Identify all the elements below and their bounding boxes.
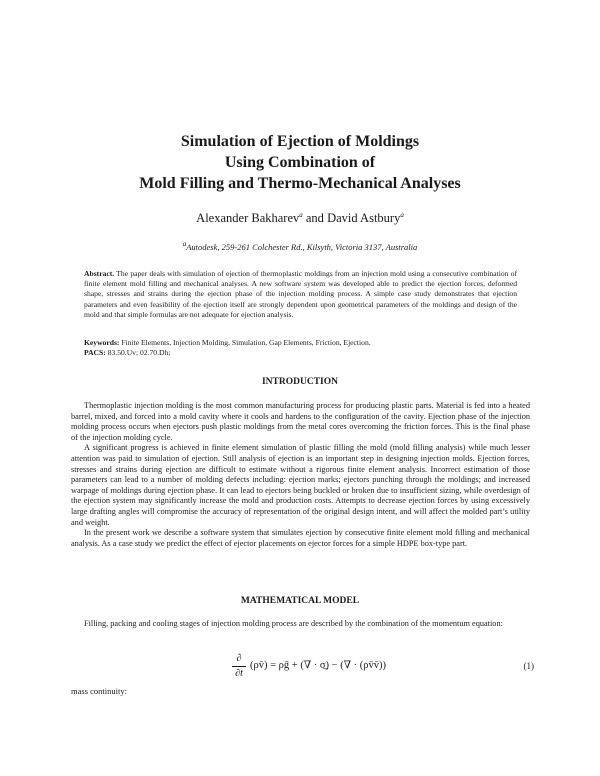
paragraph: In the present work we describe a software system that simulates ejection by consecutive finite element mold filling and mechanical analysis. As a case study we predict the effect of ejector placements on ejector forces for a simple HDPE box-type part. — [71, 528, 530, 548]
mass-continuity-label: mass continuity: — [71, 686, 127, 696]
keywords-block — [84, 338, 517, 358]
pacs-label: PACS: — [84, 348, 106, 357]
author-affiliation-mark: a — [299, 211, 303, 219]
partial-derivative — [232, 653, 246, 680]
author-name: Alexander Bakharev — [196, 211, 300, 226]
paragraph: Thermoplastic injection molding is the most common manufacturing process for producing plastic parts. Material is fed into a heated barrel, mixed, and forced into a mold cavity where it cools and hardens to the configuration of the cavity. Ejection phase of the injection molding process occurs when ejectors push plastic moldings from the metal cores overcoming the friction forces. This is the final phase of the injection molding cycle. — [71, 401, 530, 442]
momentum-equation — [60, 653, 540, 683]
title-line-3: Mold Filling and Thermo-Mechanical Analyses — [139, 175, 461, 192]
introduction-body — [71, 401, 530, 549]
affiliation-mark: a — [182, 240, 187, 248]
abstract-label: Abstract. — [84, 269, 115, 278]
affiliation-text: Autodesk, 259-261 Colchester Rd., Kilsyth, Victoria 3137, Australia — [186, 241, 418, 252]
pacs-text: 83.50.Uv; 02.70.Dh; — [107, 348, 171, 357]
derivative-denominator: ∂t — [235, 668, 243, 679]
author-name: David Astbury — [327, 211, 401, 226]
equation-number: (1) — [523, 661, 534, 671]
author-affiliation-mark: a — [400, 211, 404, 219]
keywords-text: Finite Elements, Injection Molding, Simulation, Gap Elements, Friction, Ejection. — [121, 338, 371, 347]
paragraph: A significant progress is achieved in finite element simulation of plastic filling the mold (mold filling analysis) while much lesser attention was paid to simulation of ejection. Still analysis of ejection is an important step in designing injection molds. Ejection forces, stresses and strains during ejection are difficult to estimate without a rigorous finite element analysis. Incorrect estimation of those parameters can lead to a number of molding defects including: ejection marks; ejectors punching through the moldings; and increased warpage of moldings during ejection phase. It can lead to ejectors being buckled or broken due to insufficient sizing, while overdesign of the ejection system may significantly increase the mold and production costs. Attempts to decrease ejection forces by using excessively large drafting angles will compromise the accuracy of representation of the original design intent, and will affect the molded part’s utility and weight. — [71, 443, 530, 527]
paragraph: Filling, packing and cooling stages of injection molding process are described by the combination of the momentum equation: — [84, 619, 503, 628]
paper-title — [60, 131, 540, 194]
abstract — [84, 269, 517, 320]
author-list — [60, 207, 540, 226]
title-line-1: Simulation of Ejection of Moldings — [180, 133, 420, 150]
section-heading-math-model: MATHEMATICAL MODEL — [240, 596, 360, 606]
author-connector: and — [305, 211, 324, 226]
equation-body: (ρv̄) = ρḡ + (∇ · σ̲) − (∇ · (ρv̄v̄)) — [250, 660, 387, 671]
title-line-2: Using Combination of — [224, 154, 376, 171]
derivative-numerator: ∂ — [232, 653, 246, 667]
affiliation — [60, 238, 540, 253]
section-heading-introduction: INTRODUCTION — [261, 377, 338, 387]
abstract-text: The paper deals with simulation of ejection of thermoplastic moldings from an injection mold using a consecutive combination of finite element mold filling and mechanical analyses. A new software system was developed able to predict the ejection forces, deformed shape, stresses and strains during the ejection phase of the injection molding process. A simple case study demonstrates that ejection parameters and even feasibility of the ejection itself are strongly dependent upon geometrical parameters of the moldings and design of the mold and that simple formulas are not adequate for ejection analysis. — [84, 269, 517, 319]
math-model-body — [71, 619, 530, 630]
keywords-label: Keywords: — [84, 338, 120, 347]
